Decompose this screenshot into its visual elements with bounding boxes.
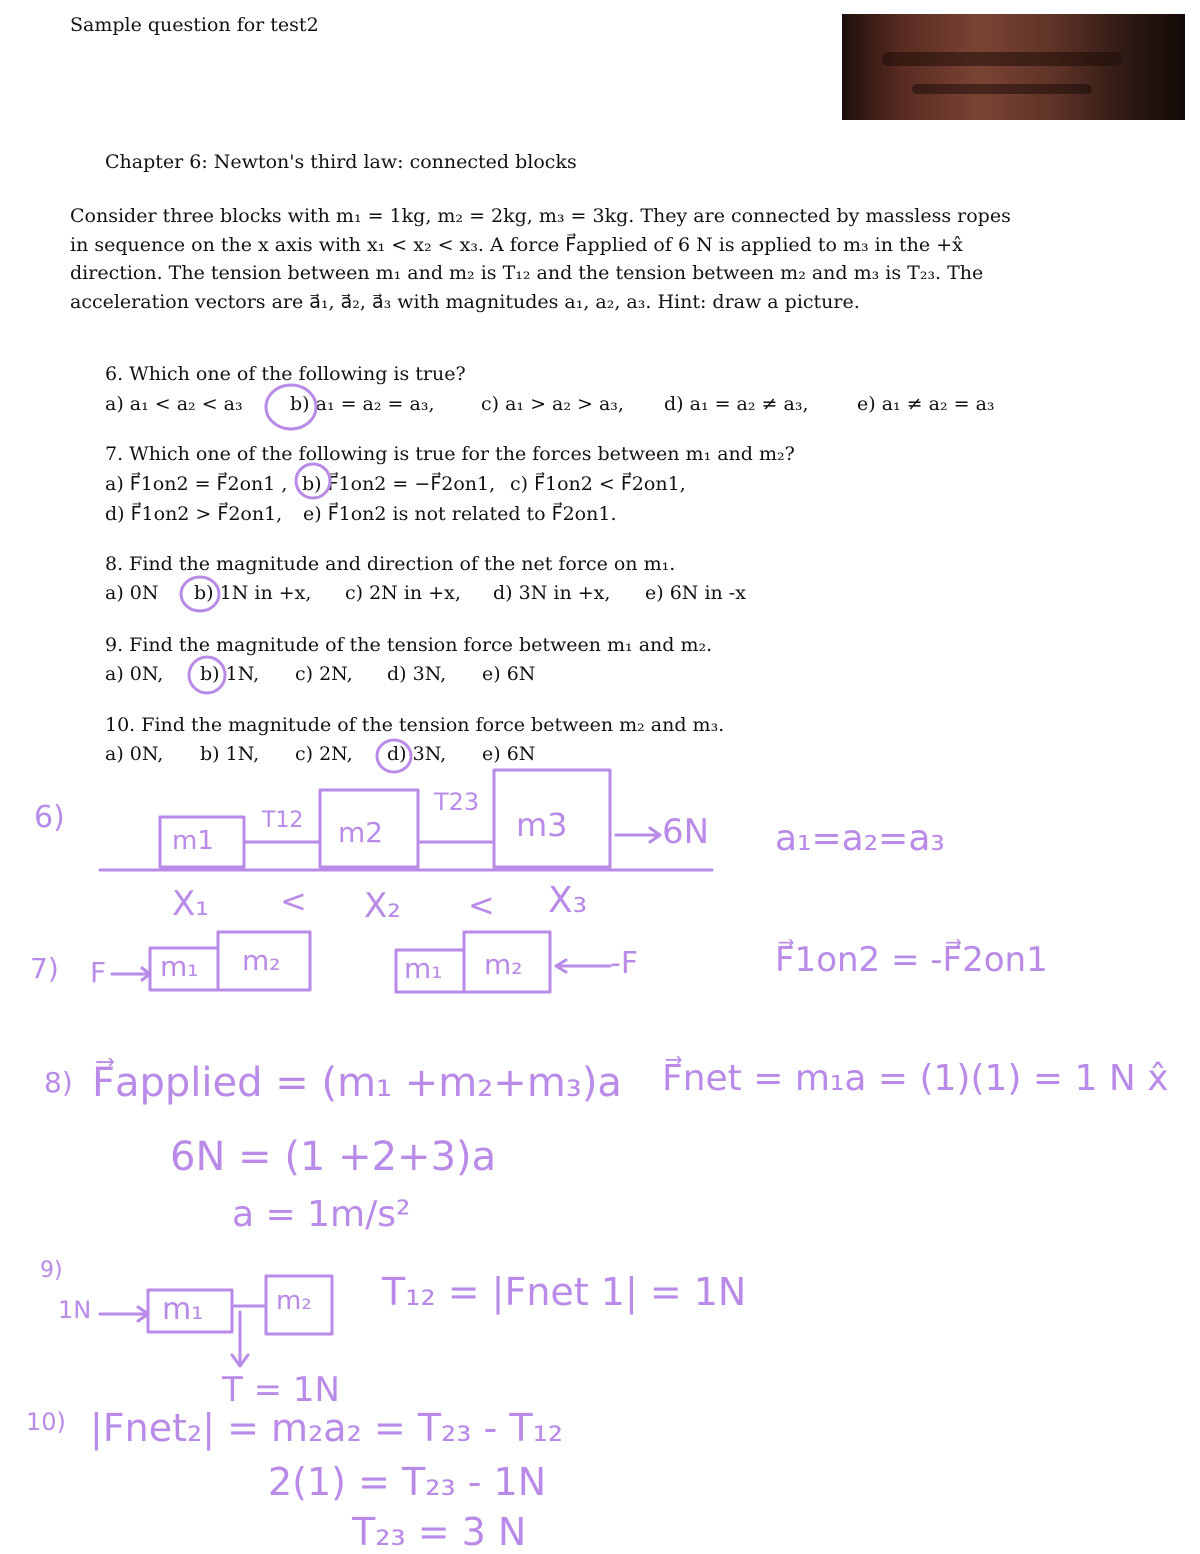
note-9-tension: T = 1N xyxy=(222,1370,340,1410)
note-6-lt1: < xyxy=(280,882,307,920)
question-10-option-e: e) 6N xyxy=(482,743,536,765)
note-6-number: 6) xyxy=(34,800,65,835)
note-9-m2: m₂ xyxy=(276,1286,312,1316)
problem-line: in sequence on the x axis with x₁ < x₂ < x₃. A force F⃗applied of 6 N is applied to m₃ in the +x̂ xyxy=(70,233,963,256)
note-10-number: 10) xyxy=(26,1408,66,1436)
question-7-option-b: b) F⃗1on2 = −F⃗2on1, xyxy=(302,473,496,495)
note-9-m1: m₁ xyxy=(162,1292,204,1327)
question-10-option-c: c) 2N, xyxy=(295,743,353,765)
problem-line: acceleration vectors are a⃗₁, a⃗₂, a⃗₃ with magnitudes a₁, a₂, a₃. Hint: draw a picture. xyxy=(70,290,860,313)
question-9-option-c: c) 2N, xyxy=(295,663,353,685)
note-7-result: F⃗1on2 = -F⃗2on1 xyxy=(775,940,1048,980)
question-6-option-c: c) a₁ > a₂ > a₃, xyxy=(481,393,624,415)
note-7-m2b: m₂ xyxy=(484,948,523,981)
chapter-heading: Chapter 6: Newton's third law: connected blocks xyxy=(105,151,577,173)
note-7-m1: m₁ xyxy=(160,950,199,983)
question-10-option-b: b) 1N, xyxy=(200,743,260,765)
note-7-f-right: -F xyxy=(610,946,639,981)
note-6-m3-label: m3 xyxy=(516,806,568,844)
force-arrow-left xyxy=(112,968,150,980)
note-6-m1-label: m1 xyxy=(172,826,214,856)
question-9-option-d: d) 3N, xyxy=(387,663,447,685)
question-9-option-b: b) 1N, xyxy=(200,663,260,685)
question-9-option-e: e) 6N xyxy=(482,663,536,685)
note-8-eq3: a = 1m/s² xyxy=(232,1194,411,1235)
force-arrow-1n xyxy=(100,1307,148,1321)
note-6-lt2: < xyxy=(468,886,495,924)
note-6-x2: X₂ xyxy=(364,886,401,926)
note-9-force: 1N xyxy=(58,1296,92,1324)
question-6-option-a: a) a₁ < a₂ < a₃ xyxy=(105,393,243,415)
question-10-option-d: d) 3N, xyxy=(387,743,447,765)
question-7-option-e: e) F⃗1on2 is not related to F⃗2on1. xyxy=(303,503,617,525)
question-8-option-e: e) 6N in -x xyxy=(645,582,746,604)
note-8-eq2: 6N = (1 +2+3)a xyxy=(170,1134,497,1180)
note-6-m2-label: m2 xyxy=(338,816,384,849)
note-7-number: 7) xyxy=(30,952,59,985)
page-header-title: Sample question for test2 xyxy=(70,14,319,36)
note-6-t12-label: T12 xyxy=(262,808,304,833)
answer-circle-q10 xyxy=(377,740,411,772)
question-7-option-d: d) F⃗1on2 > F⃗2on1, xyxy=(105,503,283,525)
question-6-option-d: d) a₁ = a₂ ≠ a₃, xyxy=(664,393,809,415)
question-10-prompt: 10. Find the magnitude of the tension force between m₂ and m₃. xyxy=(105,714,725,736)
question-7-prompt: 7. Which one of the following is true for the forces between m₁ and m₂? xyxy=(105,443,795,465)
note-6-force-label: 6N xyxy=(662,812,710,852)
problem-line: direction. The tension between m₁ and m₂ is T₁₂ and the tension between m₂ and m₃ is T₂₃. The xyxy=(70,262,984,284)
question-8-option-a: a) 0N xyxy=(105,582,159,604)
force-arrow-right xyxy=(556,960,610,972)
tension-arrow-down xyxy=(232,1312,248,1366)
question-6-option-e: e) a₁ ≠ a₂ = a₃ xyxy=(857,393,995,415)
note-8-eq1: F⃗applied = (m₁ +m₂+m₃)a xyxy=(92,1060,622,1106)
question-10-option-a: a) 0N, xyxy=(105,743,164,765)
question-8-prompt: 8. Find the magnitude and direction of the net force on m₁. xyxy=(105,553,676,575)
question-7-option-c: c) F⃗1on2 < F⃗2on1, xyxy=(510,473,686,495)
question-8-option-b: b) 1N in +x, xyxy=(194,582,312,604)
note-10-eq2: 2(1) = T₂₃ - 1N xyxy=(268,1460,547,1504)
force-arrow-6n xyxy=(616,828,660,842)
note-6-x1: X₁ xyxy=(172,884,209,924)
answer-circle-q6 xyxy=(266,385,316,429)
note-9-number: 9) xyxy=(40,1258,63,1283)
question-8-option-c: c) 2N in +x, xyxy=(345,582,461,604)
note-8-number: 8) xyxy=(44,1066,73,1099)
answer-circle-q8 xyxy=(181,577,219,611)
question-6-prompt: 6. Which one of the following is true? xyxy=(105,363,466,385)
question-9-option-a: a) 0N, xyxy=(105,663,164,685)
question-8-option-d: d) 3N in +x, xyxy=(493,582,611,604)
answer-circle-q9 xyxy=(189,657,225,693)
note-6-t23-label: T23 xyxy=(434,788,480,816)
answer-circle-q7 xyxy=(296,464,330,498)
question-6-option-b: b) a₁ = a₂ = a₃, xyxy=(290,393,435,415)
note-9-eq: T₁₂ = |Fnet 1| = 1N xyxy=(382,1270,747,1314)
note-7-m2: m₂ xyxy=(242,944,281,977)
note-8-eq4: F⃗net = m₁a = (1)(1) = 1 N x̂ xyxy=(662,1058,1169,1099)
question-9-prompt: 9. Find the magnitude of the tension force between m₁ and m₂. xyxy=(105,634,713,656)
note-6-result: a₁=a₂=a₃ xyxy=(775,818,945,859)
note-6-x3: X₃ xyxy=(548,880,588,921)
note-10-eq1: |Fnet₂| = m₂a₂ = T₂₃ - T₁₂ xyxy=(90,1406,564,1450)
note-7-m1b: m₁ xyxy=(404,952,443,985)
question-7-option-a: a) F⃗1on2 = F⃗2on1 , xyxy=(105,473,288,495)
note-10-eq3: T₂₃ = 3 N xyxy=(352,1510,527,1554)
problem-line: Consider three blocks with m₁ = 1kg, m₂ = 2kg, m₃ = 3kg. They are connected by massless ropes xyxy=(70,205,1011,227)
note-7-f-left: F xyxy=(90,956,107,989)
